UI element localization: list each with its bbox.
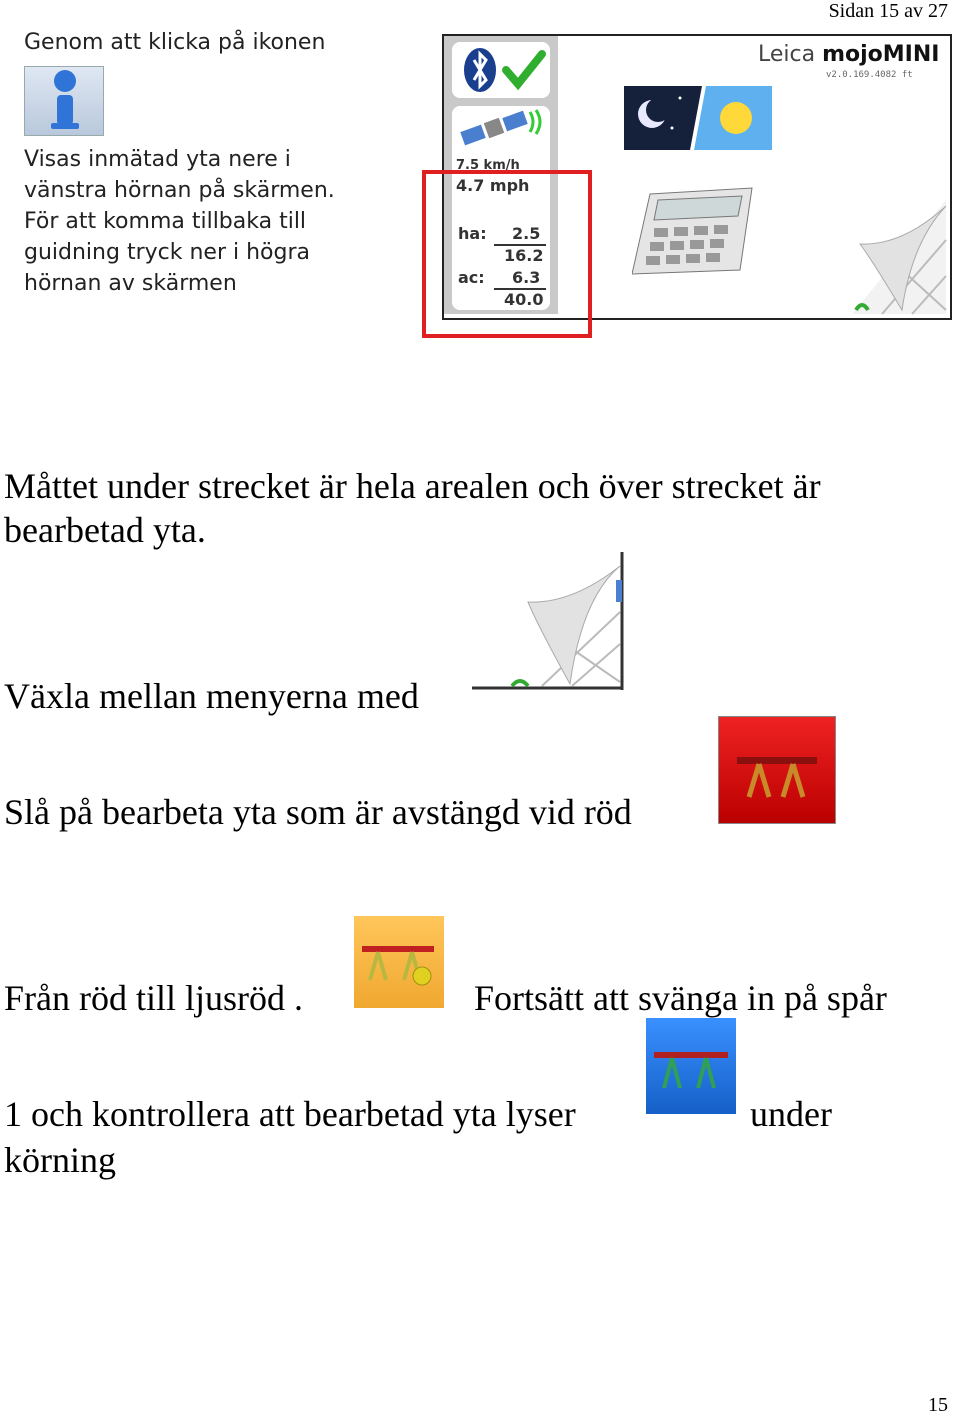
day-night-icon[interactable] xyxy=(624,84,772,157)
paragraph-line: Fortsätt att svänga in på spår xyxy=(474,978,887,1018)
paragraph-line: 1 och kontrollera att bearbetad yta lyser xyxy=(4,1094,576,1134)
ha-label: ha: xyxy=(458,224,487,243)
page-number: 15 xyxy=(928,1394,948,1416)
version-label: v2.0.169.4082 ft xyxy=(826,70,913,80)
bluetooth-status-tile[interactable] xyxy=(452,42,550,98)
intro-line: hörnan av skärmen xyxy=(24,271,237,296)
brand-logo xyxy=(758,42,939,67)
paragraph-line: Måttet under strecket är hela arealen och över strecket är xyxy=(4,466,821,506)
boom-blue-icon[interactable] xyxy=(646,1018,736,1114)
paragraph-line: under xyxy=(750,1094,832,1134)
intro-line: Visas inmätad yta nere i xyxy=(24,147,291,172)
ha-worked: 2.5 xyxy=(512,224,541,243)
paragraph-line: Från röd till ljusröd . xyxy=(4,978,303,1018)
intro-line: För att komma tillbaka till xyxy=(24,209,307,234)
paragraph-line: Slå på bearbeta yta som är avstängd vid röd xyxy=(4,792,632,832)
ac-total: 40.0 xyxy=(504,290,544,309)
brand-light: Leica xyxy=(758,42,823,67)
area-highlight-box xyxy=(422,170,592,338)
menu-switch-corner-icon[interactable] xyxy=(472,552,624,697)
intro-line: guidning tryck ner i högra xyxy=(24,240,310,265)
brand-bold: mojoMINI xyxy=(822,42,940,67)
boom-lightred-icon[interactable] xyxy=(354,916,444,1008)
intro-text xyxy=(24,144,335,299)
calculator-icon[interactable] xyxy=(632,186,758,283)
user-icon xyxy=(24,66,104,136)
satellite-icon xyxy=(452,106,550,166)
intro-line: vänstra hörnan på skärmen. xyxy=(24,178,335,203)
page-curl-corner-icon[interactable] xyxy=(852,200,948,321)
intro-title: Genom att klicka på ikonen xyxy=(24,30,326,55)
boom-red-icon[interactable] xyxy=(718,716,836,824)
ac-label: ac: xyxy=(458,268,485,287)
ac-worked: 6.3 xyxy=(512,268,541,287)
ha-total: 16.2 xyxy=(504,246,544,265)
paragraph-line: Växla mellan menyerna med xyxy=(4,676,419,716)
paragraph-line: bearbetad yta. xyxy=(4,510,206,550)
paragraph-line: körning xyxy=(4,1140,116,1180)
page-header: Sidan 15 av 27 xyxy=(828,0,948,22)
speed-mph: 4.7 mph xyxy=(456,176,530,195)
speed-kmh: 7.5 km/h xyxy=(456,158,520,173)
